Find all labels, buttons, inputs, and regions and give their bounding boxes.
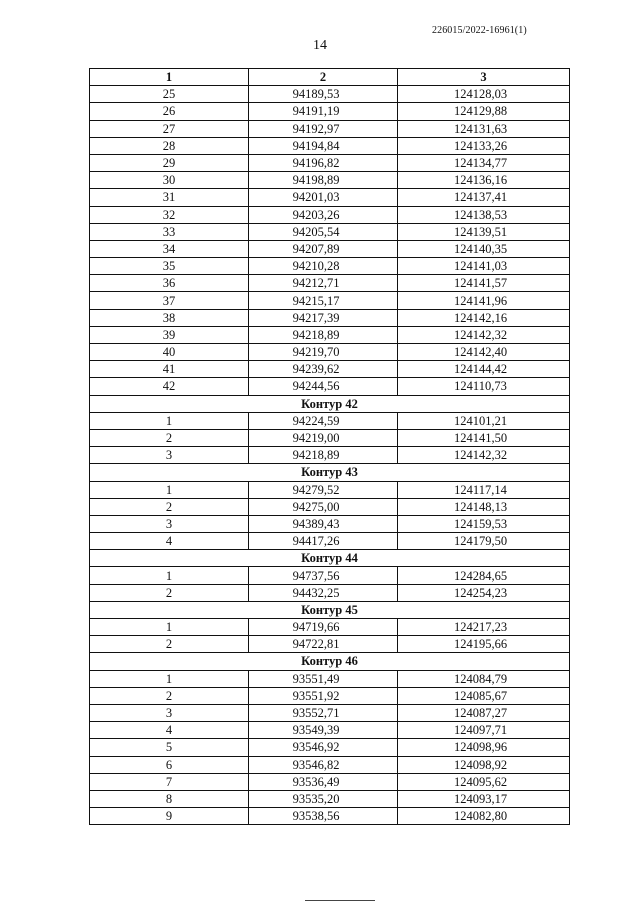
y-coordinate: 124217,23 [398,619,570,636]
point-number: 5 [90,739,249,756]
y-coordinate: 124141,50 [398,429,570,446]
table-row [90,619,570,636]
y-coordinate: 124137,41 [398,189,570,206]
point-number: 25 [90,86,249,103]
x-coordinate: 93552,71 [249,704,398,721]
table-row [90,275,570,292]
table-row [90,739,570,756]
table-row [90,670,570,687]
table-row [90,687,570,704]
point-number: 8 [90,790,249,807]
table-row [90,292,570,309]
point-number: 2 [90,636,249,653]
y-coordinate: 124254,23 [398,584,570,601]
y-coordinate: 124133,26 [398,137,570,154]
y-coordinate: 124129,88 [398,103,570,120]
y-coordinate: 124284,65 [398,567,570,584]
x-coordinate: 94192,97 [249,120,398,137]
point-number: 1 [90,670,249,687]
y-coordinate: 124148,13 [398,498,570,515]
x-coordinate: 94212,71 [249,275,398,292]
table-row [90,773,570,790]
table-row [90,704,570,721]
x-coordinate: 93551,92 [249,687,398,704]
point-number: 9 [90,808,249,825]
x-coordinate: 94218,89 [249,326,398,343]
point-number: 29 [90,154,249,171]
point-number: 30 [90,172,249,189]
x-coordinate: 94218,89 [249,447,398,464]
y-coordinate: 124141,57 [398,275,570,292]
point-number: 4 [90,722,249,739]
x-coordinate: 94189,53 [249,86,398,103]
x-coordinate: 94432,25 [249,584,398,601]
point-number: 42 [90,378,249,395]
table-row [90,447,570,464]
point-number: 32 [90,206,249,223]
y-coordinate: 124139,51 [398,223,570,240]
column-header: 3 [398,69,570,86]
point-number: 34 [90,240,249,257]
x-coordinate: 94219,00 [249,429,398,446]
x-coordinate: 94279,52 [249,481,398,498]
point-number: 40 [90,344,249,361]
x-coordinate: 94198,89 [249,172,398,189]
x-coordinate: 94201,03 [249,189,398,206]
point-number: 31 [90,189,249,206]
point-number: 2 [90,498,249,515]
x-coordinate: 94205,54 [249,223,398,240]
point-number: 2 [90,584,249,601]
x-coordinate: 94210,28 [249,258,398,275]
table-row [90,240,570,257]
contour-label: Контур 44 [90,550,570,567]
table-row [90,515,570,532]
point-number: 33 [90,223,249,240]
y-coordinate: 124131,63 [398,120,570,137]
point-number: 1 [90,412,249,429]
point-number: 6 [90,756,249,773]
contour-header-row [90,601,570,618]
table-row [90,344,570,361]
column-header: 1 [90,69,249,86]
point-number: 26 [90,103,249,120]
table-row [90,378,570,395]
y-coordinate: 124179,50 [398,533,570,550]
contour-header-row [90,464,570,481]
x-coordinate: 94194,84 [249,137,398,154]
table-row [90,258,570,275]
contour-label: Контур 43 [90,464,570,481]
point-number: 38 [90,309,249,326]
table-row [90,361,570,378]
x-coordinate: 94275,00 [249,498,398,515]
table-row [90,722,570,739]
table-row [90,533,570,550]
footer-rule [305,900,375,901]
x-coordinate: 94239,62 [249,361,398,378]
table-row [90,498,570,515]
table-row [90,636,570,653]
y-coordinate: 124097,71 [398,722,570,739]
table-row [90,808,570,825]
point-number: 37 [90,292,249,309]
table-row [90,206,570,223]
table-body [90,86,570,825]
x-coordinate: 93546,82 [249,756,398,773]
y-coordinate: 124142,32 [398,326,570,343]
table-row [90,790,570,807]
x-coordinate: 94722,81 [249,636,398,653]
table-row [90,103,570,120]
y-coordinate: 124098,96 [398,739,570,756]
y-coordinate: 124141,03 [398,258,570,275]
point-number: 3 [90,447,249,464]
x-coordinate: 94389,43 [249,515,398,532]
y-coordinate: 124144,42 [398,361,570,378]
point-number: 3 [90,515,249,532]
table-row [90,326,570,343]
x-coordinate: 94737,56 [249,567,398,584]
y-coordinate: 124095,62 [398,773,570,790]
table-row [90,567,570,584]
y-coordinate: 124082,80 [398,808,570,825]
x-coordinate: 94196,82 [249,154,398,171]
y-coordinate: 124087,27 [398,704,570,721]
y-coordinate: 124128,03 [398,86,570,103]
y-coordinate: 124093,17 [398,790,570,807]
table-row [90,86,570,103]
point-number: 3 [90,704,249,721]
y-coordinate: 124085,67 [398,687,570,704]
x-coordinate: 93546,92 [249,739,398,756]
x-coordinate: 94719,66 [249,619,398,636]
table-row [90,756,570,773]
x-coordinate: 94244,56 [249,378,398,395]
contour-header-row [90,653,570,670]
point-number: 27 [90,120,249,137]
table-row [90,189,570,206]
y-coordinate: 124140,35 [398,240,570,257]
table-row [90,429,570,446]
y-coordinate: 124141,96 [398,292,570,309]
point-number: 2 [90,429,249,446]
y-coordinate: 124084,79 [398,670,570,687]
y-coordinate: 124195,66 [398,636,570,653]
contour-header-row [90,550,570,567]
header-row [90,69,570,86]
point-number: 1 [90,619,249,636]
table-row [90,137,570,154]
y-coordinate: 124110,73 [398,378,570,395]
x-coordinate: 93535,20 [249,790,398,807]
point-number: 39 [90,326,249,343]
point-number: 41 [90,361,249,378]
x-coordinate: 93551,49 [249,670,398,687]
table-row [90,584,570,601]
point-number: 28 [90,137,249,154]
contour-label: Контур 42 [90,395,570,412]
contour-label: Контур 46 [90,653,570,670]
y-coordinate: 124159,53 [398,515,570,532]
coordinates-table [89,68,570,825]
x-coordinate: 94219,70 [249,344,398,361]
y-coordinate: 124138,53 [398,206,570,223]
y-coordinate: 124101,21 [398,412,570,429]
x-coordinate: 93538,56 [249,808,398,825]
x-coordinate: 94203,26 [249,206,398,223]
x-coordinate: 94215,17 [249,292,398,309]
contour-label: Контур 45 [90,601,570,618]
point-number: 35 [90,258,249,275]
point-number: 7 [90,773,249,790]
point-number: 1 [90,481,249,498]
table-row [90,223,570,240]
point-number: 36 [90,275,249,292]
table-row [90,154,570,171]
x-coordinate: 94417,26 [249,533,398,550]
x-coordinate: 93536,49 [249,773,398,790]
column-header: 2 [249,69,398,86]
table-header [90,69,570,86]
table-row [90,120,570,137]
y-coordinate: 124142,32 [398,447,570,464]
table-row [90,412,570,429]
x-coordinate: 94191,19 [249,103,398,120]
point-number: 4 [90,533,249,550]
x-coordinate: 94217,39 [249,309,398,326]
table-row [90,172,570,189]
y-coordinate: 124134,77 [398,154,570,171]
y-coordinate: 124136,16 [398,172,570,189]
page-number: 14 [313,38,327,53]
y-coordinate: 124142,16 [398,309,570,326]
x-coordinate: 93549,39 [249,722,398,739]
y-coordinate: 124142,40 [398,344,570,361]
x-coordinate: 94224,59 [249,412,398,429]
point-number: 1 [90,567,249,584]
contour-header-row [90,395,570,412]
y-coordinate: 124117,14 [398,481,570,498]
x-coordinate: 94207,89 [249,240,398,257]
y-coordinate: 124098,92 [398,756,570,773]
document-number: 226015/2022-16961(1) [432,25,527,36]
point-number: 2 [90,687,249,704]
table-row [90,309,570,326]
table-row [90,481,570,498]
